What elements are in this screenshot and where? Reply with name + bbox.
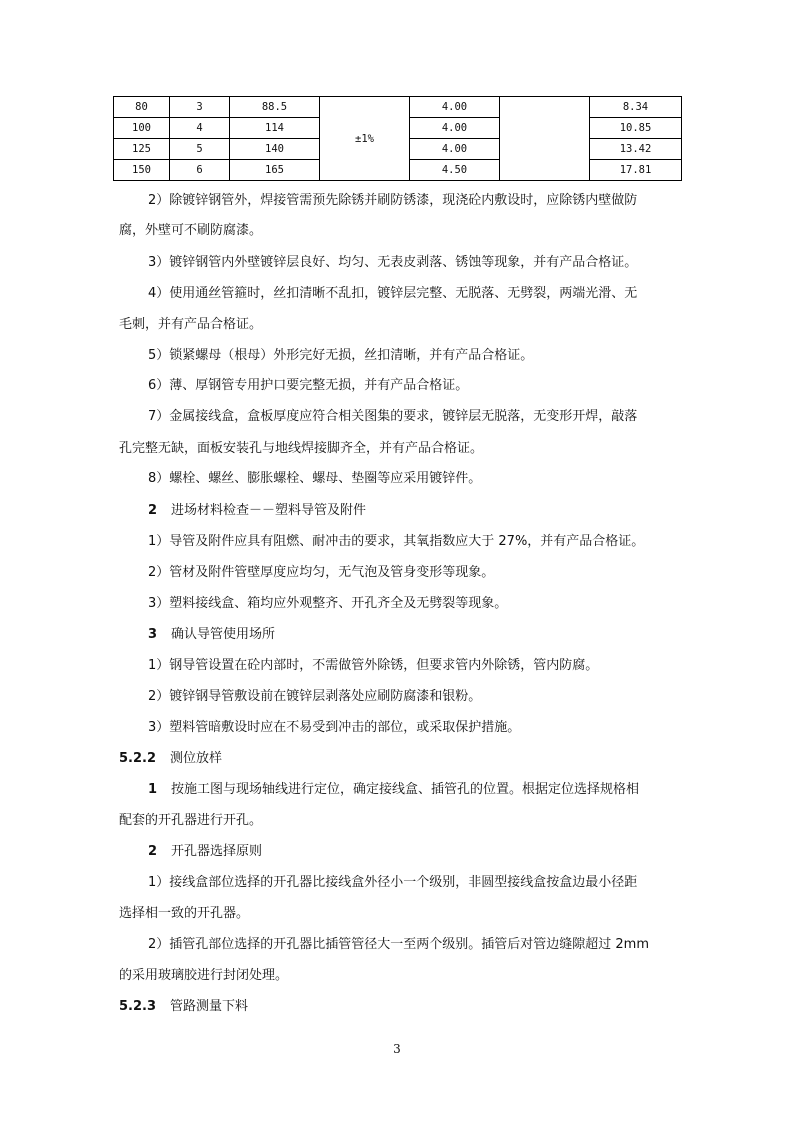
paragraph-line: 孔完整无缺，面板安装孔与地线焊接脚齐全，并有产品合格证。	[119, 441, 484, 456]
table-cell: 165	[230, 160, 320, 181]
page-number: 3	[393, 1042, 401, 1056]
section-heading	[119, 992, 679, 1022]
item-number: 1	[148, 782, 158, 797]
paragraph-line: 配套的开孔器进行开孔。	[119, 813, 263, 828]
table-cell: 13.42	[590, 139, 682, 160]
paragraph-line: 8）螺栓、螺丝、膨胀螺栓、螺母、垫圈等应采用镀锌件。	[148, 471, 482, 486]
paragraph-text: 按施工图与现场轴线进行定位，确定接线盒、插管孔的位置。根据定位选择规格相	[171, 782, 640, 797]
paragraph-line: 3）塑料接线盒、箱均应外观整齐、开孔齐全及无劈裂等现象。	[148, 596, 508, 611]
empty-merged-cell	[500, 97, 590, 181]
subsection-heading	[119, 496, 679, 526]
paragraph-line: 的采用玻璃胶进行封闭处理。	[119, 968, 289, 983]
paragraph-line: 选择相一致的开孔器。	[119, 906, 250, 921]
paragraph-line: 毛刺，并有产品合格证。	[119, 317, 263, 332]
paragraph-line: 2）除镀锌钢管外，焊接管需预先除锈并刷防锈漆，现浇砼内敷设时，应除锈内壁做防	[148, 193, 638, 208]
section-number: 5.2.3	[119, 999, 157, 1014]
table-cell: 17.81	[590, 160, 682, 181]
paragraph-line: 1）导管及附件应具有阻燃、耐冲击的要求，其氧指数应大于 27%，并有产品合格证。	[148, 534, 645, 549]
paragraph-line: 6）薄、厚钢管专用护口要完整无损，并有产品合格证。	[148, 378, 469, 393]
table-cell: 8.34	[590, 97, 682, 118]
table-cell: 6	[170, 160, 230, 181]
section-title: 管路测量下料	[170, 999, 249, 1014]
paragraph-line: 3）塑料管暗敷设时应在不易受到冲击的部位，或采取保护措施。	[148, 720, 521, 735]
table-cell: 125	[114, 139, 170, 160]
table-cell: 140	[230, 139, 320, 160]
item-number: 2	[148, 503, 158, 518]
paragraph-line: 3）镀锌钢管内外壁镀锌层良好、均匀、无表皮剥落、锈蚀等现象，并有产品合格证。	[148, 255, 638, 270]
subsection-title: 进场材料检查－－塑料导管及附件	[171, 503, 367, 518]
paragraph-line: 2）插管孔部位选择的开孔器比插管管径大一至两个级别。插管后对管边缝隙超过 2mm	[148, 937, 650, 952]
paragraph-line: 5）锁紧螺母（根母）外形完好无损，丝扣清晰，并有产品合格证。	[148, 348, 534, 363]
table-cell: 3	[170, 97, 230, 118]
table-cell: 114	[230, 118, 320, 139]
subsection-heading	[119, 837, 679, 867]
table-cell: 88.5	[230, 97, 320, 118]
subsection-title: 确认导管使用场所	[171, 627, 276, 642]
table-cell: 4.00	[410, 97, 500, 118]
table-row	[114, 97, 682, 118]
paragraph-line: 1）接线盒部位选择的开孔器比接线盒外径小一个级别，非圆型接线盒按盒边最小径距	[148, 875, 638, 890]
table-cell: 4	[170, 118, 230, 139]
spec-table	[113, 96, 682, 181]
table-cell: 100	[114, 118, 170, 139]
tolerance-cell: ±1%	[320, 97, 410, 181]
paragraph-line: 腐，外壁可不刷防腐漆。	[119, 223, 263, 238]
table-cell: 4.50	[410, 160, 500, 181]
paragraph-line: 7）金属接线盒，盒板厚度应符合相关图集的要求，镀锌层无脱落，无变形开焊，敲落	[148, 409, 638, 424]
paragraph-line	[119, 775, 679, 805]
table-cell: 5	[170, 139, 230, 160]
paragraph-line: 2）管材及附件管壁厚度应均匀，无气泡及管身变形等现象。	[148, 565, 495, 580]
section-number: 5.2.2	[119, 751, 157, 766]
table-cell: 4.00	[410, 139, 500, 160]
item-number: 2	[148, 844, 158, 859]
paragraph-line: 4）使用通丝管箍时，丝扣清晰不乱扣，镀锌层完整、无脱落、无劈裂，两端光滑、无	[148, 286, 638, 301]
table-cell: 80	[114, 97, 170, 118]
subsection-heading	[119, 620, 679, 650]
table-cell: 150	[114, 160, 170, 181]
paragraph-line: 2）镀锌钢导管敷设前在镀锌层剥落处应刷防腐漆和银粉。	[148, 689, 482, 704]
table-cell: 4.00	[410, 118, 500, 139]
item-number: 3	[148, 627, 158, 642]
table-cell: 10.85	[590, 118, 682, 139]
section-heading	[119, 744, 679, 774]
subsection-title: 开孔器选择原则	[171, 844, 263, 859]
paragraph-line: 1）钢导管设置在砼内部时，不需做管外除锈，但要求管内外除锈，管内防腐。	[148, 658, 599, 673]
section-title: 测位放样	[170, 751, 223, 766]
